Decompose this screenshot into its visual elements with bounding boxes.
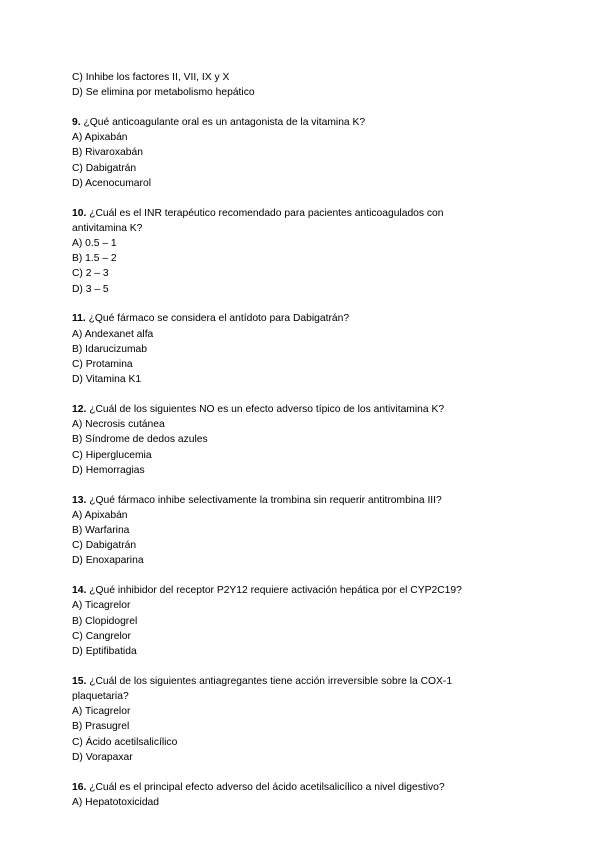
question-text — [72, 780, 542, 795]
question-number: 16. — [72, 781, 87, 793]
answer-option: D) Vorapaxar — [72, 751, 133, 763]
question-number: 14. — [72, 585, 87, 597]
answer-option: B) Clopidogrel — [72, 615, 138, 627]
answer-option: A) Andexanet alfa — [72, 328, 154, 340]
question-prompt: ¿Qué inhibidor del receptor P2Y12 requiere activación hepática por el CYP2C19? — [89, 585, 462, 597]
option: D) Se elimina por metabolismo hepático — [72, 87, 255, 99]
answer-option: D) 3 – 5 — [72, 283, 109, 295]
answer-option: D) Vitamina K1 — [72, 374, 142, 386]
question-block — [72, 311, 542, 387]
question-block — [72, 583, 542, 659]
answer-option: A) Apixabán — [72, 509, 128, 521]
answer-option: C) Cangrelor — [72, 630, 131, 642]
question-block — [72, 402, 542, 478]
answer-option: D) Hemorragias — [72, 464, 145, 476]
question-number: 10. — [72, 207, 87, 219]
leading-options — [72, 70, 542, 100]
question-list — [72, 115, 542, 810]
option: C) Inhibe los factores II, VII, IX y X — [72, 72, 230, 83]
question-number: 11. — [72, 313, 86, 325]
question-text — [72, 311, 542, 326]
answer-option: B) Prasugrel — [72, 721, 130, 733]
answer-option: D) Acenocumarol — [72, 177, 151, 189]
question-number: 9. — [72, 117, 81, 128]
answer-option: A) 0.5 – 1 — [72, 238, 117, 250]
answer-option: C) Hiperglucemia — [72, 449, 152, 461]
answer-option: D) Enoxaparina — [72, 555, 144, 567]
question-prompt: ¿Qué fármaco inhibe selectivamente la trombina sin requerir antitrombina III? — [89, 494, 442, 506]
answer-option: A) Ticagrelor — [72, 706, 131, 718]
answer-option: A) Ticagrelor — [72, 600, 131, 612]
question-block — [72, 493, 542, 569]
answer-option: C) Protamina — [72, 359, 133, 371]
question-block — [72, 115, 542, 191]
question-number: 15. — [72, 675, 87, 687]
question-prompt: ¿Cuál es el principal efecto adverso del ácido acetilsalicílico a nivel digestivo? — [89, 781, 445, 793]
question-prompt: ¿Qué fármaco se considera el antídoto para Dabigatrán? — [88, 313, 350, 325]
answer-option: C) Ácido acetilsalicílico — [72, 736, 178, 748]
answer-option: B) Warfarina — [72, 525, 130, 537]
question-prompt: ¿Qué anticoagulante oral es un antagonista de la vitamina K? — [83, 117, 366, 128]
question-block — [72, 674, 542, 765]
answer-option: B) Rivaroxabán — [72, 147, 143, 159]
question-number: 13. — [72, 494, 87, 506]
answer-option: A) Hepatotoxicidad — [72, 796, 160, 808]
answer-option: B) Síndrome de dedos azules — [72, 434, 208, 446]
question-text — [72, 115, 542, 130]
question-text — [72, 402, 542, 417]
answer-option: B) 1.5 – 2 — [72, 253, 117, 265]
question-text — [72, 674, 482, 704]
answer-option: A) Apixabán — [72, 132, 128, 144]
question-text — [72, 493, 542, 508]
question-text — [72, 583, 542, 598]
answer-option: C) Dabigatrán — [72, 162, 137, 174]
answer-option: D) Eptifibatida — [72, 646, 137, 658]
question-block — [72, 780, 542, 810]
answer-option: C) 2 – 3 — [72, 268, 109, 280]
question-block — [72, 206, 542, 297]
question-number: 12. — [72, 404, 87, 416]
answer-option: A) Necrosis cutánea — [72, 419, 165, 431]
question-text — [72, 206, 472, 236]
question-prompt: ¿Cuál de los siguientes antiagregantes tiene acción irreversible sobre la COX-1 plaquetaria? — [72, 675, 453, 703]
document-page — [72, 70, 542, 810]
answer-option: B) Idarucizumab — [72, 343, 147, 355]
question-prompt: ¿Cuál de los siguientes NO es un efecto adverso típico de los antivitamina K? — [89, 404, 445, 416]
question-prompt: ¿Cuál es el INR terapéutico recomendado para pacientes anticoagulados con antivitamina K? — [72, 207, 444, 234]
answer-option: C) Dabigatrán — [72, 540, 137, 552]
